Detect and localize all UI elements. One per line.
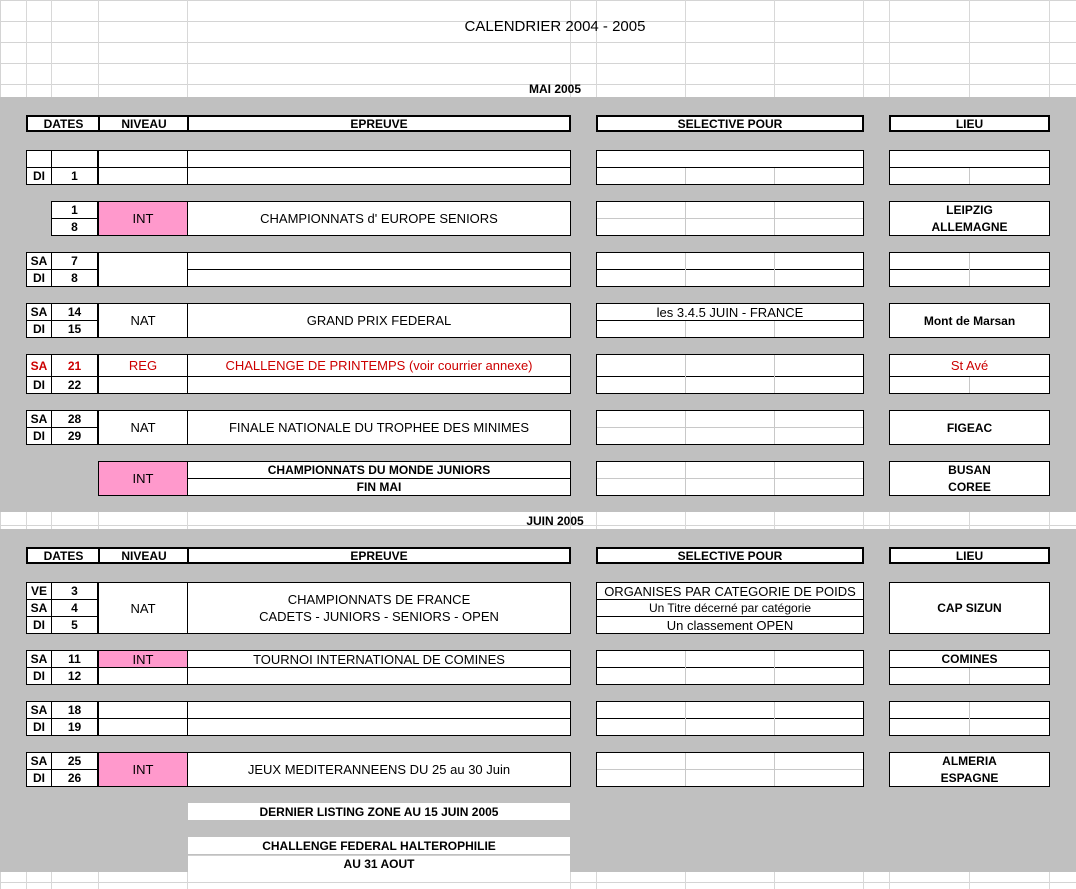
- grid-line: [597, 667, 863, 668]
- grid-line: [597, 167, 863, 168]
- grid-line: [597, 320, 863, 321]
- cell-text: 18: [67, 703, 82, 717]
- header-epreuve: EPREUVE: [350, 116, 408, 131]
- table-cell-box: [596, 461, 864, 496]
- cell-text: ALMERIA: [942, 754, 997, 768]
- cell-text: SELECTIVE POUR: [677, 548, 783, 563]
- table-cell-box: [889, 252, 1050, 287]
- selective-text: les 3.4.5 JUIN - FRANCE: [656, 304, 804, 320]
- table-cell-box: [187, 461, 571, 496]
- grid-line: [685, 753, 686, 786]
- table-cell-box: [596, 303, 864, 338]
- header-selective: [596, 115, 864, 132]
- grid-line: [774, 753, 775, 786]
- grid-line: [774, 651, 775, 684]
- table-cell-box: [596, 650, 864, 685]
- grid-line: [774, 202, 775, 235]
- grid-line: [685, 702, 686, 735]
- cell-text: INT: [99, 651, 187, 667]
- grid-line: [597, 769, 863, 770]
- cell-text: GRAND PRIX FEDERAL: [306, 313, 452, 328]
- table-cell-box: [98, 752, 188, 787]
- grid-line: [969, 377, 970, 393]
- grid-line: [99, 376, 187, 377]
- table-cell-box: [26, 303, 98, 338]
- grid-line: [685, 411, 686, 444]
- grid-line: [188, 667, 570, 668]
- grid-line: [969, 253, 970, 286]
- table-cell-box: [26, 410, 98, 445]
- grid-line: [597, 718, 863, 719]
- grid-line: [969, 168, 970, 184]
- cell-text: SA: [30, 412, 48, 426]
- cell-text: LIEU: [955, 548, 984, 563]
- grid-line: [685, 321, 686, 337]
- table-cell-box: [26, 701, 98, 736]
- table-cell-box: [187, 150, 571, 185]
- cell-text: Mont de Marsan: [923, 313, 1016, 328]
- grid-line: [188, 269, 570, 270]
- cell-text: 26: [67, 771, 82, 785]
- cell-text: SA: [30, 305, 48, 319]
- date-day: DI: [33, 169, 45, 183]
- grid-line: [685, 462, 686, 495]
- grid-line: [685, 168, 686, 184]
- cell-text: 19: [67, 720, 82, 734]
- table-cell-box: [889, 752, 1050, 787]
- cell-text: 8: [71, 271, 78, 285]
- table-cell-box: [98, 150, 188, 185]
- cell-text: Un Titre décerné par catégorie: [648, 601, 812, 615]
- grid-line: [597, 427, 863, 428]
- table-cell-box: [187, 701, 571, 736]
- cell-text: SA: [30, 754, 48, 768]
- table-cell-box: [889, 461, 1050, 496]
- cell-text: NAT: [130, 313, 156, 328]
- cell-text: CHAMPIONNATS DE FRANCE: [287, 592, 471, 607]
- table-cell-box: [889, 701, 1050, 736]
- header-lieu-juin: [889, 547, 1050, 564]
- cell-text: DI: [33, 720, 45, 734]
- cell-text: DI: [33, 378, 45, 392]
- lieu-text: LEIPZIG: [946, 203, 993, 217]
- cell-text: CADETS - JUNIORS - SENIORS - OPEN: [259, 609, 499, 624]
- epreuve-text: CHAMPIONNATS d' EUROPE SENIORS: [260, 211, 498, 226]
- grid-line: [774, 411, 775, 444]
- page-title: CALENDRIER 2004 - 2005: [464, 18, 646, 35]
- grid-line: [188, 376, 570, 377]
- cell-text: CHAMPIONNATS DU MONDE JUNIORS: [267, 463, 491, 477]
- table-cell-box: [98, 201, 188, 236]
- cell-text: LIEU: [955, 116, 984, 131]
- cell-text: EPREUVE: [350, 548, 408, 563]
- cell-text: 14: [67, 305, 82, 319]
- grid-line: [188, 167, 570, 168]
- cell-text: SELECTIVE POUR: [677, 116, 783, 131]
- note-listing: DERNIER LISTING ZONE AU 15 JUIN 2005: [188, 803, 570, 820]
- cell-text: FIGEAC: [946, 420, 993, 435]
- grid-line: [597, 376, 863, 377]
- header-selective-juin: [596, 547, 864, 564]
- table-cell-box: [187, 410, 571, 445]
- table-cell-box: [98, 252, 188, 287]
- table-cell-box: [187, 582, 571, 634]
- table-cell-box: [596, 150, 864, 185]
- cell-text: DATES: [43, 548, 84, 563]
- cell-text: COREE: [948, 480, 991, 494]
- table-cell-box: [596, 410, 864, 445]
- cell-text: SA: [30, 703, 48, 717]
- grid-line: [774, 355, 775, 393]
- cell-text: FINALE NATIONALE DU TROPHEE DES MINIMES: [228, 420, 529, 435]
- grid-line: [685, 355, 686, 393]
- grid-line: [99, 667, 187, 668]
- grid-line: [99, 167, 187, 168]
- cell-text: St Avé: [950, 358, 989, 373]
- cell-text: 22: [67, 378, 82, 392]
- table-cell-box: [889, 410, 1050, 445]
- table-cell-box: [596, 701, 864, 736]
- cell-text: 7: [71, 254, 78, 268]
- table-cell-box: [98, 410, 188, 445]
- table-cell-box: [98, 354, 188, 394]
- cell-text: BUSAN: [948, 463, 991, 477]
- note-challenge: CHALLENGE FEDERAL HALTEROPHILIE: [188, 837, 570, 854]
- table-cell-box: [889, 650, 1050, 685]
- table-cell-box: [889, 150, 1050, 185]
- table-cell-box: [98, 582, 188, 634]
- table-cell-box: [187, 650, 571, 685]
- mai-g1-dates: [26, 150, 98, 185]
- grid-line: [188, 718, 570, 719]
- month-juin: JUIN 2005: [526, 514, 584, 528]
- table-cell-box: [889, 582, 1050, 634]
- grid-line: [774, 702, 775, 735]
- table-cell-box: [596, 582, 864, 634]
- date-num: 1: [71, 169, 78, 183]
- table-cell-box: [26, 752, 98, 787]
- cell-text: 8: [71, 220, 78, 234]
- cell-text: 3: [71, 584, 78, 598]
- header-dates-niveau-epreuve-juin: [26, 547, 571, 564]
- table-cell-box: [26, 650, 98, 685]
- cell-text: FIN MAI: [356, 480, 402, 494]
- grid-line: [969, 668, 970, 684]
- cell-text: 4: [71, 601, 78, 615]
- table-cell-box: [26, 582, 98, 634]
- cell-text: DI: [33, 618, 45, 632]
- cell-text: TOURNOI INTERNATIONAL DE COMINES: [253, 651, 505, 667]
- header-dates-niveau-epreuve: [26, 115, 571, 132]
- note-challenge-date: AU 31 AOUT: [188, 855, 570, 872]
- niveau-badge: INT: [132, 211, 154, 226]
- cell-text: Un classement OPEN: [666, 617, 794, 633]
- cell-text: CHALLENGE DE PRINTEMPS (voir courrier annexe): [225, 358, 533, 373]
- cell-text: DI: [33, 322, 45, 336]
- table-cell-box: [26, 252, 98, 287]
- header-dates: DATES: [43, 116, 84, 131]
- table-cell-box: [187, 354, 571, 394]
- table-cell-box: [187, 201, 571, 236]
- header-lieu: [889, 115, 1050, 132]
- grid-line: [685, 253, 686, 286]
- grid-line: [969, 702, 970, 735]
- grid-line: [774, 253, 775, 286]
- table-cell-box: [26, 354, 98, 394]
- cell-text: NAT: [130, 600, 156, 616]
- grid-line: [774, 168, 775, 184]
- cell-text: CAP SIZUN: [937, 601, 1002, 615]
- cell-text: 12: [67, 669, 82, 683]
- table-cell-box: [889, 201, 1050, 236]
- cell-text: SA: [30, 358, 48, 373]
- cell-text: SA: [30, 601, 48, 615]
- cell-text: SA: [30, 254, 48, 268]
- cell-text: REG: [128, 358, 158, 373]
- grid-line: [774, 321, 775, 337]
- cell-text: 25: [67, 754, 82, 768]
- table-cell-box: [889, 303, 1050, 338]
- grid-line: [597, 218, 863, 219]
- grid-line: [774, 462, 775, 495]
- header-niveau: NIVEAU: [121, 116, 167, 131]
- table-cell-box: [187, 303, 571, 338]
- cell-text: 21: [67, 358, 82, 373]
- grid-line: [685, 202, 686, 235]
- cell-text: 28: [67, 412, 82, 426]
- cell-text: 5: [71, 618, 78, 632]
- cell-text: INT: [132, 762, 154, 777]
- cell-text: ORGANISES PAR CATEGORIE DE POIDS: [604, 583, 856, 599]
- table-cell-box: [596, 201, 864, 236]
- table-cell-box: [98, 303, 188, 338]
- cell-text: SA: [30, 652, 48, 666]
- cell-text: DI: [33, 771, 45, 785]
- cell-text: DI: [33, 429, 45, 443]
- cell-text: NAT: [130, 420, 156, 435]
- table-cell-box: [596, 354, 864, 394]
- cell-text: DI: [33, 669, 45, 683]
- table-cell-box: [889, 354, 1050, 394]
- month-mai: MAI 2005: [528, 82, 582, 96]
- cell-text: NIVEAU: [121, 548, 167, 563]
- cell-text: 11: [68, 652, 81, 666]
- mai-g2-dates: [51, 201, 98, 236]
- table-cell-box: [98, 461, 188, 496]
- cell-text: COMINES: [941, 652, 998, 666]
- table-cell-box: [187, 752, 571, 787]
- cell-text: 29: [67, 429, 82, 443]
- table-cell-box: [596, 252, 864, 287]
- grid-line: [99, 718, 187, 719]
- table-cell-box: [187, 252, 571, 287]
- cell-text: ESPAGNE: [940, 771, 999, 785]
- cell-text: JEUX MEDITERANNEENS DU 25 au 30 Juin: [247, 762, 511, 777]
- table-cell-box: [98, 650, 188, 685]
- cell-text: 1: [71, 203, 78, 217]
- table-cell-box: [98, 701, 188, 736]
- lieu-text: ALLEMAGNE: [931, 220, 1008, 234]
- cell-text: INT: [132, 471, 154, 486]
- grid-line: [597, 478, 863, 479]
- grid-line: [597, 269, 863, 270]
- table-cell-box: [596, 752, 864, 787]
- cell-text: VE: [30, 584, 47, 598]
- grid-line: [685, 651, 686, 684]
- cell-text: 15: [67, 322, 82, 336]
- cell-text: DI: [33, 271, 45, 285]
